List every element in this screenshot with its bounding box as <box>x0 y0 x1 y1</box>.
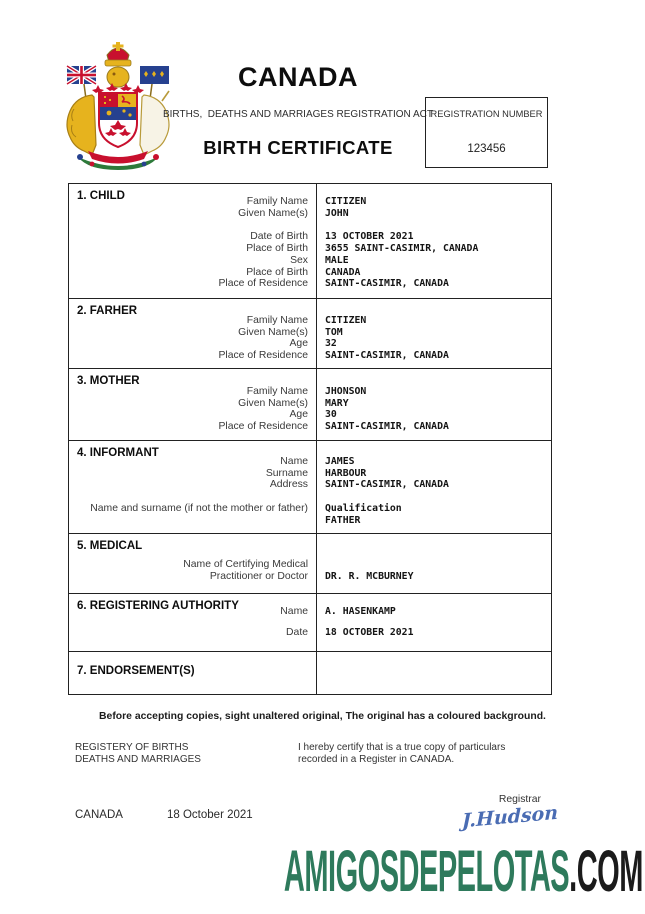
issue-country: CANADA <box>75 809 123 821</box>
field-row <box>69 559 551 571</box>
field-label: Name of Certifying Medical <box>183 559 308 570</box>
field-label: Date of Birth <box>250 231 308 243</box>
field-row <box>69 267 551 279</box>
field-value: JAMES <box>325 456 355 467</box>
field-row <box>69 456 551 468</box>
field-row <box>69 386 551 398</box>
field-value: Qualification <box>325 503 402 515</box>
field-row <box>69 196 551 208</box>
field-row <box>69 468 551 480</box>
registry-line-1: REGISTERY OF BIRTHS <box>75 742 189 753</box>
field-row <box>69 278 551 290</box>
field-label: Given Name(s) <box>238 326 308 338</box>
field-value: SAINT-CASIMIR, CANADA <box>325 479 449 491</box>
field-value: CITIZEN <box>325 315 367 326</box>
section-medical-title: 5. MEDICAL <box>77 540 143 552</box>
field-label: Age <box>289 409 308 421</box>
field-label: Given Name(s) <box>238 207 308 219</box>
field-value: JOHN <box>325 207 349 219</box>
field-label: Place of Birth <box>246 266 308 278</box>
field-label: Place of Birth <box>246 243 308 255</box>
section-registering-authority <box>69 594 551 652</box>
field-row <box>69 350 551 362</box>
certify-statement: I hereby certify that is a true copy of particulars recorded in a Register in CANADA. <box>298 742 506 765</box>
field-label: Age <box>289 338 308 350</box>
field-value: FATHER <box>325 514 361 526</box>
registrar-signature: J.Hudson <box>461 801 559 833</box>
field-value: CANADA <box>325 266 361 278</box>
field-row <box>69 479 551 491</box>
section-father-title: 2. FARHER <box>77 305 138 317</box>
watermark-wordmark <box>284 839 643 904</box>
field-value: CITIZEN <box>325 196 367 207</box>
field-row <box>69 421 551 433</box>
field-label: Place of Residence <box>218 350 308 362</box>
field-value: JHONSON <box>325 386 367 397</box>
field-value: HARBOUR <box>325 467 367 479</box>
field-row <box>69 243 551 255</box>
registration-number-value: 123456 <box>467 143 506 155</box>
field-label: Family Name <box>246 196 308 207</box>
section-informant-title: 4. INFORMANT <box>77 447 159 459</box>
field-row <box>69 409 551 421</box>
copies-notice: Before accepting copies, sight unaltered original, The original has a coloured background. <box>99 711 546 722</box>
field-value <box>316 559 325 571</box>
column-divider <box>316 652 317 694</box>
row-spacer <box>69 219 551 231</box>
field-row <box>69 398 551 410</box>
section-child <box>69 184 551 299</box>
field-label: Name and surname (if not the mother or father) <box>90 503 308 515</box>
field-value: 18 OCTOBER 2021 <box>325 626 414 638</box>
registration-number-label: REGISTRATION NUMBER <box>430 109 543 119</box>
registrar-label: Registrar <box>498 794 541 805</box>
row-spacer <box>69 491 551 503</box>
document-title: BIRTH CERTIFICATE <box>203 137 393 158</box>
field-value: MALE <box>325 254 349 266</box>
field-value: A. HASENKAMP <box>325 606 396 617</box>
section-mother-title: 3. MOTHER <box>77 375 140 387</box>
section-father <box>69 299 551 369</box>
field-value: 30 <box>325 409 337 421</box>
issue-date: 18 October 2021 <box>167 809 253 821</box>
section-informant <box>69 441 551 534</box>
field-value: 32 <box>325 338 337 350</box>
registry-block <box>75 742 201 765</box>
field-value: SAINT-CASIMIR, CANADA <box>325 278 449 290</box>
field-row <box>69 231 551 243</box>
certificate-table <box>68 183 552 695</box>
country-title: CANADA <box>238 62 358 92</box>
watermark-tld: .COM <box>569 839 643 904</box>
field-value: 13 OCTOBER 2021 <box>325 231 414 243</box>
registration-act-line: BIRTHS, DEATHS AND MARRIAGES REGISTRATION ACT <box>162 109 434 120</box>
registration-number-box <box>425 97 548 168</box>
field-label: Practitioner or Doctor <box>209 570 308 582</box>
field-label: Place of Residence <box>218 421 308 433</box>
field-value: DR. R. MCBURNEY <box>325 570 414 582</box>
field-row <box>69 327 551 339</box>
watermark-site-name: AMIGOSDEPELOTAS <box>284 839 570 904</box>
field-label: Given Name(s) <box>238 397 308 409</box>
field-label: Name <box>280 606 308 617</box>
field-label: Address <box>269 479 308 491</box>
field-value: 3655 SAINT-CASIMIR, CANADA <box>325 243 479 255</box>
field-row <box>69 627 551 639</box>
registry-line-2: DEATHS AND MARRIAGES <box>75 753 201 765</box>
field-row <box>69 255 551 267</box>
field-value: SAINT-CASIMIR, CANADA <box>325 350 449 362</box>
field-row <box>69 315 551 327</box>
field-label: Name <box>280 456 308 467</box>
section-registering-authority-title: 6. REGISTERING AUTHORITY <box>77 600 239 612</box>
section-mother <box>69 369 551 441</box>
field-row <box>69 208 551 220</box>
field-label: Surname <box>265 467 308 479</box>
field-row <box>69 571 551 583</box>
field-row <box>69 338 551 350</box>
field-label: Family Name <box>246 386 308 397</box>
field-label: Sex <box>290 254 308 266</box>
field-row <box>69 503 551 515</box>
field-value: SAINT-CASIMIR, CANADA <box>325 421 449 433</box>
field-label: Date <box>286 626 308 638</box>
field-row <box>69 515 551 527</box>
section-endorsements <box>69 652 551 694</box>
field-value: TOM <box>325 326 343 338</box>
field-row <box>69 606 551 618</box>
field-label <box>69 515 316 527</box>
section-child-title: 1. CHILD <box>77 190 125 202</box>
field-label: Family Name <box>246 315 308 326</box>
field-value: MARY <box>325 397 349 409</box>
section-endorsements-title: 7. ENDORSEMENT(S) <box>77 665 195 677</box>
field-label: Place of Residence <box>218 278 308 290</box>
section-medical <box>69 534 551 594</box>
